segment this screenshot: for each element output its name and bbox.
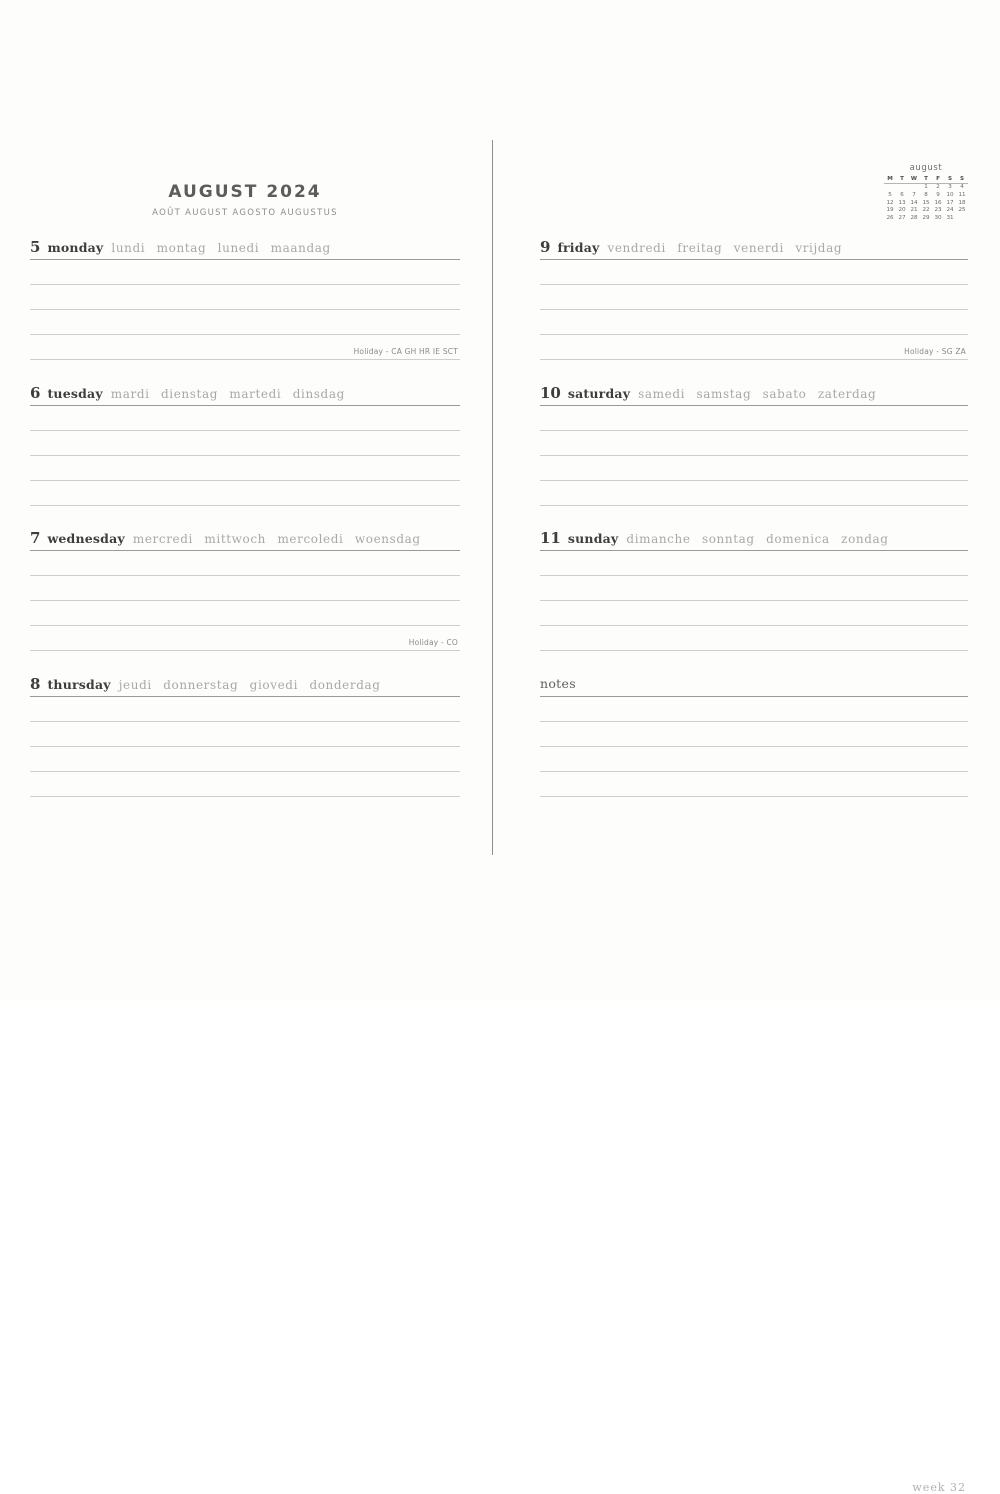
day-name-en: sunday (567, 531, 619, 546)
mini-calendar (884, 163, 968, 223)
day-header (540, 529, 968, 551)
day-header (540, 238, 968, 260)
day-entry-tuesday[interactable] (30, 384, 460, 506)
mini-calendar-day: 5 (888, 191, 892, 198)
day-name-de: montag (156, 241, 207, 255)
writing-line-with-holiday[interactable] (30, 335, 460, 360)
writing-line[interactable] (30, 722, 460, 747)
mini-calendar-day: 4 (960, 184, 964, 191)
day-header (30, 384, 460, 406)
day-name-de: samstag (696, 387, 752, 401)
day-name-en: tuesday (47, 386, 103, 401)
mini-calendar-day: 6 (900, 191, 904, 198)
writing-line[interactable] (30, 697, 460, 722)
writing-line[interactable] (30, 551, 460, 576)
day-name-it: mercoledi (277, 532, 344, 546)
day-entry-monday[interactable] (30, 238, 460, 360)
day-name-fr: mardi (110, 387, 150, 401)
holiday-label: Holiday - CO (408, 638, 458, 647)
day-name-de: freitag (677, 241, 723, 255)
day-name-fr: dimanche (626, 532, 691, 546)
day-number: 10 (540, 384, 561, 402)
mini-calendar-day: 17 (946, 199, 954, 206)
day-name-nl: dinsdag (292, 387, 345, 401)
day-name-de: donnerstag (163, 678, 239, 692)
mini-calendar-day: 2 (936, 184, 940, 191)
writing-line[interactable] (30, 285, 460, 310)
day-header (540, 384, 968, 406)
mini-calendar-day: 31 (946, 215, 954, 222)
mini-calendar-day: 26 (886, 215, 894, 222)
day-name-fr: lundi (111, 241, 146, 255)
day-header (30, 529, 460, 551)
mini-calendar-weekday: T (896, 176, 908, 184)
day-name-de: mittwoch (204, 532, 267, 546)
mini-calendar-day: 23 (934, 207, 942, 214)
day-name-fr: mercredi (132, 532, 193, 546)
day-number: 7 (30, 529, 41, 547)
writing-line[interactable] (540, 406, 968, 431)
mini-calendar-day: 10 (946, 191, 954, 198)
mini-calendar-day: 28 (910, 215, 918, 222)
day-name-en: thursday (47, 677, 111, 692)
notes-label: notes (540, 676, 576, 691)
writing-line[interactable] (30, 406, 460, 431)
day-name-it: sabato (762, 387, 807, 401)
writing-line[interactable] (30, 456, 460, 481)
mini-calendar-day (956, 215, 968, 223)
mini-calendar-day: 8 (924, 191, 928, 198)
writing-line[interactable] (540, 310, 968, 335)
day-header (30, 675, 460, 697)
day-names-translations (638, 387, 883, 401)
mini-calendar-week-row (884, 215, 968, 223)
day-name-it: venerdi (733, 241, 784, 255)
week-number-label: week 32 (912, 1481, 966, 1494)
mini-calendar-day: 9 (936, 191, 940, 198)
day-name-it: martedi (229, 387, 282, 401)
day-name-nl: zondag (841, 532, 889, 546)
day-entry-thursday[interactable] (30, 675, 460, 797)
day-name-nl: maandag (270, 241, 331, 255)
mini-calendar-day: 29 (922, 215, 930, 222)
day-names-translations (626, 532, 895, 546)
day-name-de: dienstag (161, 387, 218, 401)
writing-line[interactable] (540, 772, 968, 797)
mini-calendar-weekday: S (944, 176, 956, 184)
day-name-nl: zaterdag (817, 387, 877, 401)
writing-line[interactable] (30, 747, 460, 772)
writing-line[interactable] (540, 601, 968, 626)
writing-line[interactable] (540, 481, 968, 506)
mini-calendar-weekday: T (920, 176, 932, 184)
mini-calendar-day (896, 184, 908, 192)
day-number: 8 (30, 675, 41, 693)
day-entry-sunday[interactable] (540, 529, 968, 651)
writing-line[interactable] (540, 285, 968, 310)
day-name-it: lunedi (217, 241, 260, 255)
mini-calendar-weekday: S (956, 176, 968, 184)
writing-line[interactable] (30, 260, 460, 285)
writing-line[interactable] (540, 697, 968, 722)
day-name-nl: donderdag (309, 678, 381, 692)
writing-line[interactable] (30, 576, 460, 601)
mini-calendar-day: 12 (886, 199, 894, 206)
day-number: 11 (540, 529, 561, 547)
mini-calendar-day: 24 (946, 207, 954, 214)
writing-line[interactable] (540, 576, 968, 601)
holiday-label: Holiday - CA GH HR IE SCT (353, 347, 458, 356)
writing-line[interactable] (540, 747, 968, 772)
mini-calendar-day: 1 (924, 184, 928, 191)
day-name-en: wednesday (47, 531, 125, 546)
mini-calendar-title: august (909, 163, 943, 173)
day-name-en: monday (47, 240, 104, 255)
day-name-it: giovedi (249, 678, 299, 692)
notes-section[interactable] (540, 675, 968, 1494)
writing-line[interactable] (30, 310, 460, 335)
mini-calendar-week-row (884, 192, 968, 200)
notes-header (540, 675, 968, 697)
day-entry-wednesday[interactable] (30, 529, 460, 651)
mini-calendar-day: 7 (912, 191, 916, 198)
writing-line[interactable] (540, 456, 968, 481)
day-names-translations (607, 241, 849, 255)
mini-calendar-week-row (884, 184, 968, 192)
mini-calendar-day: 27 (898, 215, 906, 222)
page-spine-divider (492, 140, 493, 855)
day-header (30, 238, 460, 260)
writing-line[interactable] (540, 431, 968, 456)
mini-calendar-day: 3 (948, 184, 952, 191)
mini-calendar-day: 22 (922, 207, 930, 214)
writing-line[interactable] (30, 601, 460, 626)
mini-calendar-day: 19 (886, 207, 894, 214)
writing-line[interactable] (30, 481, 460, 506)
day-names-translations (111, 241, 337, 255)
writing-line[interactable] (540, 722, 968, 747)
day-name-en: friday (557, 240, 600, 255)
mini-calendar-day: 18 (958, 199, 966, 206)
mini-calendar-day: 13 (898, 199, 906, 206)
day-name-de: sonntag (701, 532, 755, 546)
day-number: 6 (30, 384, 41, 402)
mini-calendar-day: 20 (898, 207, 906, 214)
day-number: 5 (30, 238, 41, 256)
month-header (30, 182, 460, 218)
day-name-it: domenica (766, 532, 830, 546)
writing-line[interactable] (30, 772, 460, 797)
day-name-fr: vendredi (607, 241, 666, 255)
page-title: AUGUST 2024 (168, 182, 322, 202)
mini-calendar-weekday: W (908, 176, 920, 184)
day-entry-friday[interactable] (540, 238, 968, 360)
mini-calendar-day: 15 (922, 199, 930, 206)
day-names-translations (119, 678, 388, 692)
day-number: 9 (540, 238, 551, 256)
mini-calendar-day: 21 (910, 207, 918, 214)
mini-calendar-week-row (884, 207, 968, 215)
writing-line[interactable] (540, 626, 968, 651)
mini-calendar-day: 11 (958, 191, 966, 198)
writing-line[interactable] (540, 551, 968, 576)
mini-calendar-week-row (884, 200, 968, 208)
day-name-fr: samedi (638, 387, 686, 401)
day-name-nl: woensdag (354, 532, 421, 546)
mini-calendar-day (884, 184, 896, 192)
mini-calendar-weekday: M (884, 176, 896, 184)
mini-calendar-day: 30 (934, 215, 942, 222)
mini-calendar-grid (884, 176, 968, 223)
day-name-en: saturday (567, 386, 631, 401)
day-entry-saturday[interactable] (540, 384, 968, 506)
mini-calendar-day: 14 (910, 199, 918, 206)
day-name-nl: vrijdag (795, 241, 843, 255)
day-name-fr: jeudi (118, 678, 152, 692)
writing-line-with-holiday[interactable] (30, 626, 460, 651)
writing-line[interactable] (540, 260, 968, 285)
month-subtitle-languages: AOÛT AUGUST AGOSTO AUGUSTUS (152, 208, 338, 218)
writing-line[interactable] (30, 431, 460, 456)
mini-calendar-day (908, 184, 920, 192)
mini-calendar-day: 16 (934, 199, 942, 206)
holiday-label: Holiday - SG ZA (904, 347, 966, 356)
mini-calendar-weekday: F (932, 176, 944, 184)
day-names-translations (111, 387, 352, 401)
mini-calendar-header-row (884, 176, 968, 184)
writing-line-with-holiday[interactable] (540, 335, 968, 360)
day-names-translations (133, 532, 428, 546)
mini-calendar-day: 25 (958, 207, 966, 214)
